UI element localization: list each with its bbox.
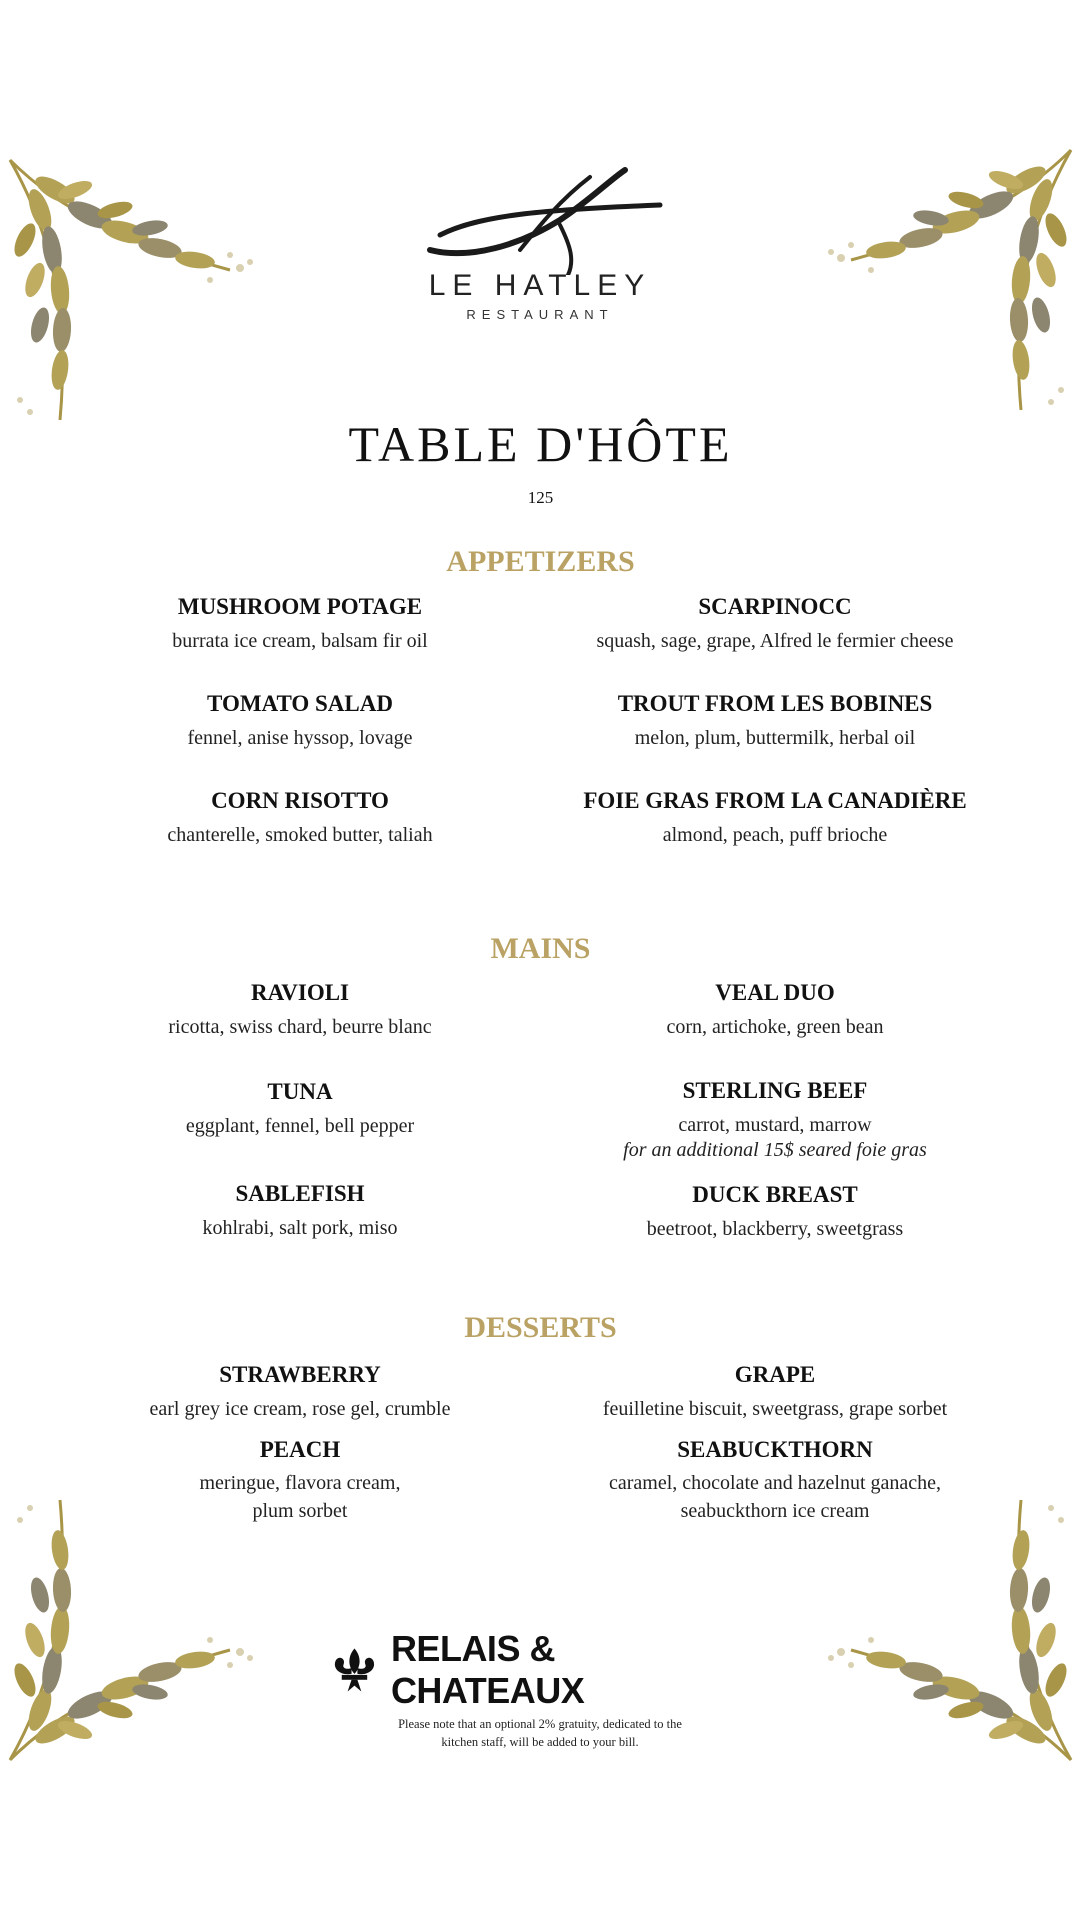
logo-monogram-icon xyxy=(410,165,670,275)
item-desc-line2: plum sorbet xyxy=(252,1500,348,1522)
menu-item xyxy=(60,1437,540,1525)
item-name: CORN RISOTTO xyxy=(211,788,389,813)
menu-item xyxy=(535,980,1015,1041)
logo-subtitle: RESTAURANT xyxy=(466,307,614,322)
mains-heading: MAINS xyxy=(490,932,591,965)
item-desc: corn, artichoke, green bean xyxy=(666,1016,884,1038)
menu-price: 125 xyxy=(527,488,554,507)
item-desc: earl grey ice cream, rose gel, crumble xyxy=(149,1398,451,1420)
gratuity-note-line1: Please note that an optional 2% gratuity, dedicated to the xyxy=(398,1717,682,1731)
item-desc: beetroot, blackberry, sweetgrass xyxy=(646,1218,904,1240)
menu-item xyxy=(60,788,540,849)
item-desc-line2: seabuckthorn ice cream xyxy=(680,1500,870,1522)
menu-item xyxy=(60,1181,540,1242)
item-desc: almond, peach, puff brioche xyxy=(662,824,888,846)
item-desc: carrot, mustard, marrow xyxy=(678,1114,872,1136)
item-desc: feuilletine biscuit, sweetgrass, grape sorbet xyxy=(602,1398,948,1420)
leaf-decoration-top-right xyxy=(761,140,1081,420)
restaurant-logo xyxy=(380,165,700,335)
item-desc: ricotta, swiss chard, beurre blanc xyxy=(168,1016,432,1038)
menu-item xyxy=(60,1362,540,1423)
item-desc: melon, plum, buttermilk, herbal oil xyxy=(634,727,916,749)
item-name: SCARPINOCC xyxy=(698,594,852,619)
item-desc: caramel, chocolate and hazelnut ganache, xyxy=(608,1472,942,1494)
menu-title: TABLE D'HÔTE xyxy=(348,416,733,472)
appetizers-heading: APPETIZERS xyxy=(446,545,635,578)
leaf-decoration-bottom-left xyxy=(0,1490,320,1770)
menu-item xyxy=(535,788,1015,849)
menu-item xyxy=(535,691,1015,752)
item-name: STRAWBERRY xyxy=(219,1362,381,1387)
fleur-de-lis-icon xyxy=(330,1646,379,1694)
leaf-decoration-top-left xyxy=(0,150,320,430)
gratuity-note-line2: kitchen staff, will be added to your bill. xyxy=(441,1735,639,1749)
menu-item xyxy=(60,691,540,752)
menu-item xyxy=(535,1362,1015,1423)
item-name: TROUT FROM LES BOBINES xyxy=(617,691,933,716)
item-desc: chanterelle, smoked butter, taliah xyxy=(167,824,433,846)
item-desc: eggplant, fennel, bell pepper xyxy=(185,1115,415,1137)
item-desc: burrata ice cream, balsam fir oil xyxy=(172,630,428,652)
item-name: STERLING BEEF xyxy=(682,1078,868,1103)
item-name: TUNA xyxy=(267,1079,333,1104)
item-desc: meringue, flavora cream, xyxy=(199,1472,401,1494)
menu-item xyxy=(535,594,1015,655)
gratuity-note xyxy=(340,1715,740,1751)
item-name: SABLEFISH xyxy=(235,1181,365,1206)
desserts-heading: DESSERTS xyxy=(464,1311,617,1344)
item-name: SEABUCKTHORN xyxy=(677,1437,873,1462)
item-name: GRAPE xyxy=(734,1362,816,1387)
menu-item xyxy=(535,1078,1015,1162)
item-name: FOIE GRAS FROM LA CANADIÈRE xyxy=(583,788,967,813)
relais-chateaux-text: RELAIS & CHATEAUX xyxy=(390,1628,585,1711)
leaf-decoration-bottom-right xyxy=(761,1490,1081,1770)
item-name: TOMATO SALAD xyxy=(207,691,393,716)
logo-name: LE HATLEY xyxy=(428,269,652,302)
relais-chateaux-logo xyxy=(330,1628,750,1711)
menu-item xyxy=(60,1079,540,1140)
item-name: DUCK BREAST xyxy=(692,1182,858,1207)
item-desc: kohlrabi, salt pork, miso xyxy=(202,1217,398,1239)
menu-item xyxy=(535,1182,1015,1243)
item-name: VEAL DUO xyxy=(715,980,835,1005)
item-desc: fennel, anise hyssop, lovage xyxy=(187,727,413,749)
item-desc: squash, sage, grape, Alfred le fermier cheese xyxy=(596,630,954,652)
menu-item xyxy=(535,1437,1015,1525)
menu-item xyxy=(60,980,540,1041)
item-name: PEACH xyxy=(259,1437,341,1462)
menu-item xyxy=(60,594,540,655)
item-note: for an additional 15$ seared foie gras xyxy=(623,1139,927,1161)
item-name: RAVIOLI xyxy=(251,980,349,1005)
item-name: MUSHROOM POTAGE xyxy=(177,594,423,619)
